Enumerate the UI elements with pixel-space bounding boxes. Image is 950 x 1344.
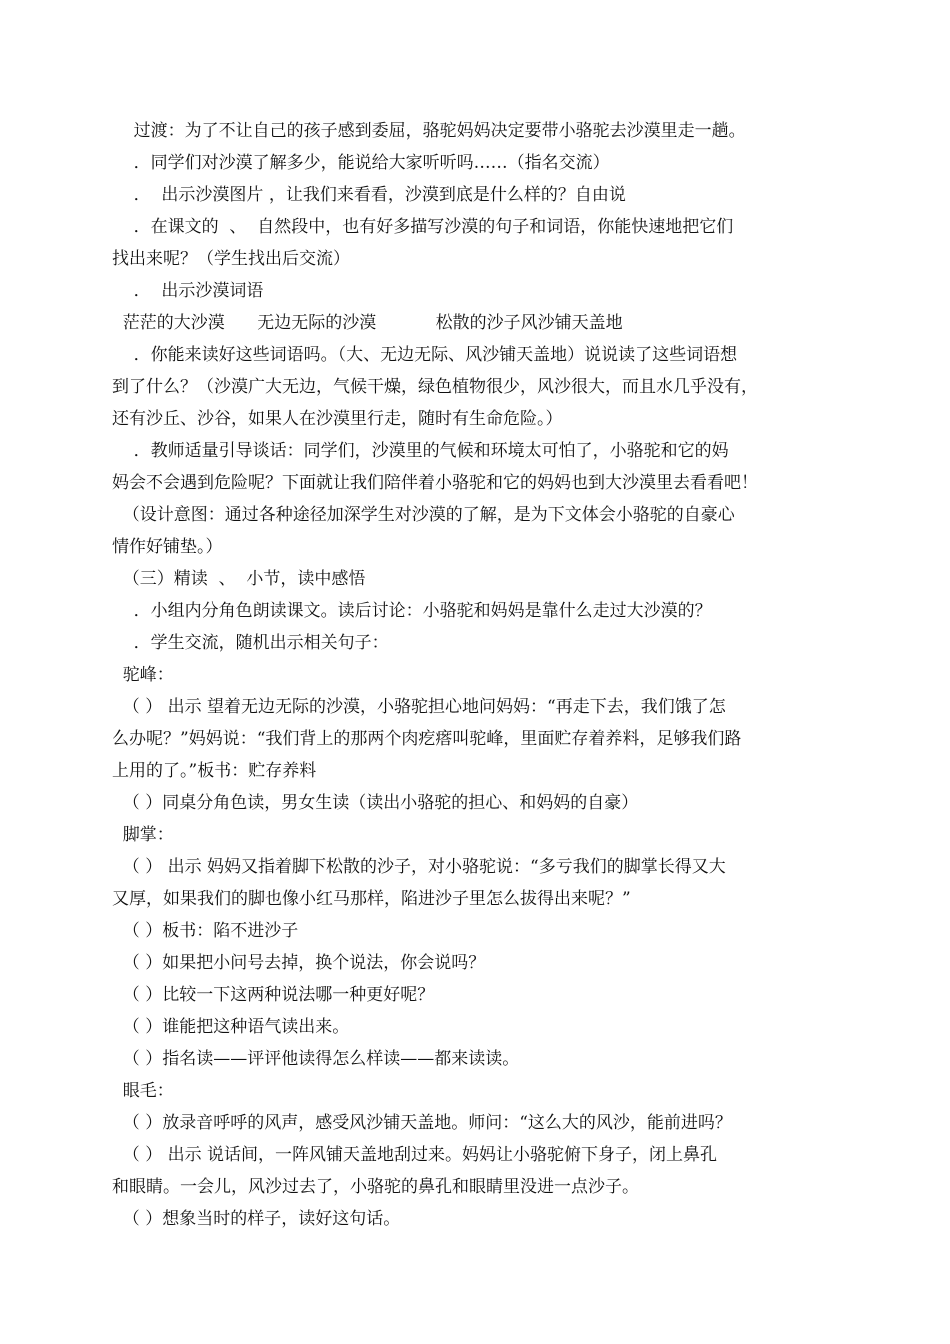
text-line: 么办呢？”妈妈说：“我们背上的那两个肉疙瘩叫驼峰，里面贮存着养料，足够我们路 xyxy=(112,729,742,749)
text-line: 过渡：为了不让自己的孩子感到委屈，骆驼妈妈决定要带小骆驼去沙漠里走一趟。 xyxy=(112,121,746,141)
text-line: （ ）放录音呼呼的风声，感受风沙铺天盖地。师问：“这么大的风沙，能前进吗？ xyxy=(112,1113,732,1133)
text-line: 到了什么？（沙漠广大无边，气候干燥，绿色植物很少，风沙很大，而且水几乎没有， xyxy=(112,377,758,397)
text-line: ． 出示沙漠词语 xyxy=(112,281,264,301)
text-line: 又厚，如果我们的脚也像小红马那样，陷进沙子里怎么拔得出来呢？” xyxy=(112,889,631,909)
text-line: （ ）板书：陷不进沙子 xyxy=(112,921,299,941)
text-line: （三）精读 、 小节，读中感悟 xyxy=(112,569,366,589)
text-line: 还有沙丘、沙谷，如果人在沙漠里行走，随时有生命危险。） xyxy=(112,409,563,429)
text-line: （ ）想象当时的样子，读好这句话。 xyxy=(112,1209,401,1229)
text-line: 上用的了。”板书：贮存养料 xyxy=(112,761,317,781)
text-line: 茫茫的大沙漠 无边无际的沙漠 松散的沙子风沙铺天盖地 xyxy=(112,313,623,333)
text-line: （ ）比较一下这两种说法哪一种更好呢？ xyxy=(112,985,435,1005)
text-line: 和眼睛。一会儿，风沙过去了，小骆驼的鼻孔和眼睛里没进一点沙子。 xyxy=(112,1177,639,1197)
text-line: ．同学们对沙漠了解多少，能说给大家听听吗……（指名交流） xyxy=(112,153,610,173)
text-line: 驼峰： xyxy=(112,665,174,685)
text-line: （设计意图：通过各种途径加深学生对沙漠的了解，是为下文体会小骆驼的自豪心 xyxy=(112,505,735,525)
text-line: （ ） 出示 妈妈又指着脚下松散的沙子，对小骆驼说：“多亏我们的脚掌长得又大 xyxy=(112,857,726,877)
text-line: 眼毛： xyxy=(112,1081,174,1101)
text-line: ．在课文的 、 自然段中，也有好多描写沙漠的句子和词语，你能快速地把它们 xyxy=(112,217,734,237)
text-line: ．教师适量引导谈话：同学们，沙漠里的气候和环境太可怕了，小骆驼和它的妈 xyxy=(112,441,729,461)
text-line: 脚掌： xyxy=(112,825,174,845)
text-line: （ ） 出示 望着无边无际的沙漠，小骆驼担心地问妈妈：“再走下去，我们饿了怎 xyxy=(112,697,726,717)
text-line: （ ）如果把小问号去掉，换个说法，你会说吗？ xyxy=(112,953,486,973)
text-line: （ ） 出示 说话间，一阵风铺天盖地刮过来。妈妈让小骆驼俯下身子，闭上鼻孔 xyxy=(112,1145,718,1165)
text-line: ．你能来读好这些词语吗。（大、无边无际、风沙铺天盖地）说说读了这些词语想 xyxy=(112,345,738,365)
text-line: ．学生交流，随机出示相关句子： xyxy=(112,633,389,653)
text-line: （ ）指名读——评评他读得怎么样读——都来读读。 xyxy=(112,1049,520,1069)
text-line: 找出来呢？（学生找出后交流） xyxy=(112,249,350,269)
text-line: ． 出示沙漠图片 ，让我们来看看，沙漠到底是什么样的？自由说 xyxy=(112,185,626,205)
text-line: （ ）谁能把这种语气读出来。 xyxy=(112,1017,350,1037)
text-line: （ ）同桌分角色读，男女生读（读出小骆驼的担心、和妈妈的自豪） xyxy=(112,793,639,813)
text-line: 情作好铺垫。） xyxy=(112,537,223,557)
text-line: 妈会不会遇到危险呢？下面就让我们陪伴着小骆驼和它的妈妈也到大沙漠里去看看吧！ xyxy=(112,473,758,493)
text-line: ．小组内分角色朗读课文。读后讨论：小骆驼和妈妈是靠什么走过大沙漠的？ xyxy=(112,601,712,621)
